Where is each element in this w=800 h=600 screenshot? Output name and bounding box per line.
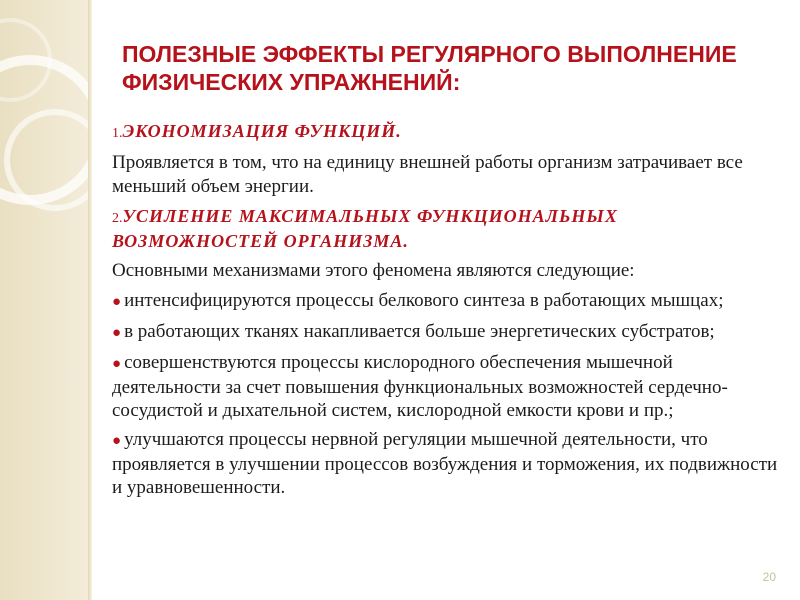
bullet-icon: ● [112, 325, 122, 341]
bullet-text: в работающих тканях накапливается больше энергетических субстратов; [124, 321, 715, 342]
section-heading-2 [112, 205, 784, 253]
section-text-1: Проявляется в том, что на единицу внешней работы организм затрачивает все меньший объем энергии. [112, 152, 743, 197]
title-line-1: ПОЛЕЗНЫЕ ЭФФЕКТЫ РЕГУЛЯРНОГО ВЫПОЛНЕНИЕ [122, 41, 737, 67]
bullet-icon: ● [112, 433, 122, 449]
bullet-text: улучшаются процессы нервной регуляции мышечной деятельности, что проявляется в улучшении процессов возбуждения и торможения, их подвижности и уравновешенности. [112, 429, 778, 498]
section-heading-text-2: УСИЛЕНИЕ МАКСИМАЛЬНЫХ ФУНКЦИОНАЛЬНЫХ ВОЗМОЖНОСТЕЙ ОРГАНИЗМА. [112, 206, 618, 251]
decorative-rings [0, 0, 88, 600]
page-number: 20 [762, 570, 776, 584]
title-line-2: ФИЗИЧЕСКИХ УПРАЖНЕНИЙ: [122, 69, 461, 95]
section-text-2: Основными механизмами этого феномена являются следующие: [112, 260, 635, 281]
section-heading-1 [112, 120, 784, 145]
list-item [112, 351, 784, 422]
bullet-icon: ● [112, 356, 122, 372]
list-item [112, 289, 784, 314]
section-heading-text-1: ЭКОНОМИЗАЦИЯ ФУНКЦИЙ. [122, 121, 402, 141]
section-number-1: 1. [112, 126, 123, 141]
list-item [112, 428, 784, 499]
bullet-text: совершенствуются процессы кислородного обеспечения мышечной деятельности за счет повышения функциональных возможностей сердечно-сосудистой и дыхательной систем, кислородной емкости крови и пр.; [112, 352, 728, 421]
bullet-icon: ● [112, 294, 122, 310]
side-band-edge [88, 0, 92, 600]
list-item [112, 320, 784, 345]
slide-content [112, 120, 784, 505]
slide-title [122, 40, 772, 96]
bullet-text: интенсифицируются процессы белкового синтеза в работающих мышцах; [124, 290, 724, 311]
decorative-side-band [0, 0, 88, 600]
section-number-2: 2. [112, 211, 123, 226]
